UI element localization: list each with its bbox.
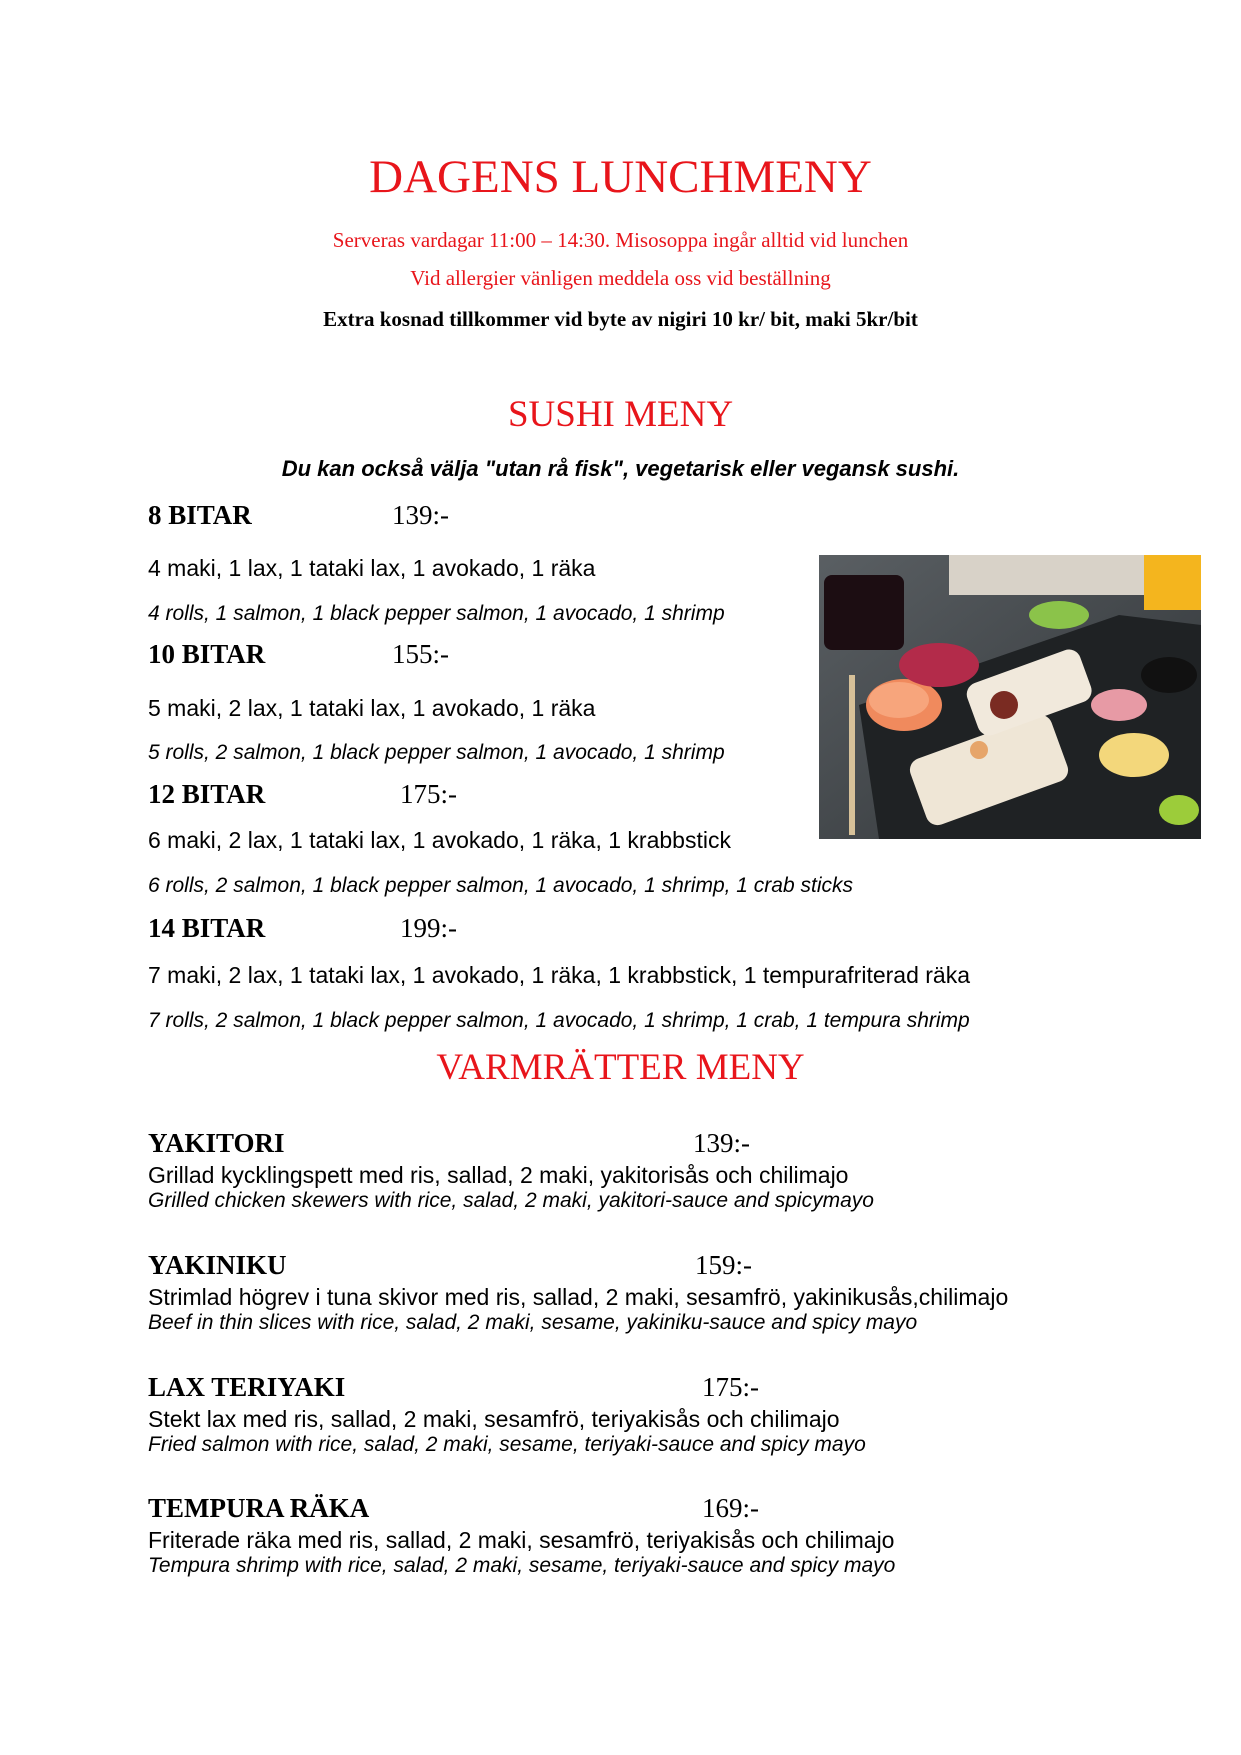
sushi-item-desc-en: 5 rolls, 2 salmon, 1 black pepper salmon, 1 avocado, 1 shrimp [148, 741, 725, 764]
sushi-item-desc-en: 6 rolls, 2 salmon, 1 black pepper salmon, 1 avocado, 1 shrimp, 1 crab sticks [148, 874, 853, 897]
warm-item-desc-en: Beef in thin slices with rice, salad, 2 maki, sesame, yakiniku-sauce and spicy mayo [148, 1311, 918, 1334]
warm-item-price: 169:- [702, 1493, 759, 1523]
warm-item-desc-sv: Stekt lax med ris, sallad, 2 maki, sesamfrö, teriyakisås och chilimajo [148, 1406, 840, 1432]
warm-item-desc-sv: Strimlad högrev i tuna skivor med ris, sallad, 2 maki, sesamfrö, yakinikusås,chilimajo [148, 1284, 1009, 1310]
warm-item-price: 175:- [702, 1372, 759, 1402]
sushi-item-name: 14 BITAR [148, 913, 266, 943]
sushi-photo-illustration [819, 555, 1201, 839]
warm-item-desc-en: Grilled chicken skewers with rice, salad, 2 maki, yakitori-sauce and spicymayo [148, 1189, 874, 1212]
sushi-item-price: 199:- [400, 913, 457, 943]
sushi-item-price: 175:- [400, 779, 457, 809]
allergy-note: Vid allergier vänligen meddela oss vid beställning [410, 266, 831, 290]
sushi-item-desc-sv: 5 maki, 2 lax, 1 tataki lax, 1 avokado, 1 räka [148, 695, 596, 721]
sushi-item-name: 10 BITAR [148, 639, 266, 669]
sushi-section-title: SUSHI MENY [507, 394, 734, 435]
sushi-item-desc-sv: 4 maki, 1 lax, 1 tataki lax, 1 avokado, 1 räka [148, 555, 596, 581]
warm-item-name: YAKITORI [148, 1128, 285, 1158]
warm-item-price: 139:- [693, 1128, 750, 1158]
sushi-item-price: 155:- [392, 639, 449, 669]
warm-item-desc-sv: Friterade räka med ris, sallad, 2 maki, sesamfrö, teriyakisås och chilimajo [148, 1527, 895, 1553]
warm-item-name: TEMPURA RÄKA [148, 1493, 370, 1523]
warm-section-title: VARMRÄTTER MENY [436, 1047, 805, 1088]
sushi-item-desc-sv: 7 maki, 2 lax, 1 tataki lax, 1 avokado, 1 räka, 1 krabbstick, 1 tempurafriterad räka [148, 962, 971, 988]
sushi-item-name: 12 BITAR [148, 779, 266, 809]
warm-item-desc-en: Tempura shrimp with rice, salad, 2 maki, sesame, teriyaki-sauce and spicy mayo [148, 1554, 896, 1577]
serving-hours: Serveras vardagar 11:00 – 14:30. Misosoppa ingår alltid vid lunchen [332, 228, 909, 252]
sushi-item-price: 139:- [392, 500, 449, 530]
sushi-item-desc-sv: 6 maki, 2 lax, 1 tataki lax, 1 avokado, 1 räka, 1 krabbstick [148, 827, 731, 853]
warm-item-name: YAKINIKU [148, 1250, 287, 1280]
warm-item-desc-en: Fried salmon with rice, salad, 2 maki, sesame, teriyaki-sauce and spicy mayo [148, 1433, 866, 1456]
warm-item-name: LAX TERIYAKI [148, 1372, 346, 1402]
warm-item-price: 159:- [695, 1250, 752, 1280]
sushi-item-name: 8 BITAR [148, 500, 252, 530]
page-title: DAGENS LUNCHMENY [369, 151, 872, 203]
sushi-item-desc-en: 4 rolls, 1 salmon, 1 black pepper salmon, 1 avocado, 1 shrimp [148, 602, 725, 625]
sushi-item-desc-en: 7 rolls, 2 salmon, 1 black pepper salmon, 1 avocado, 1 shrimp, 1 crab, 1 tempura shrimp [148, 1009, 970, 1032]
sushi-options-note: Du kan också välja "utan rå fisk", vegetarisk eller vegansk sushi. [281, 456, 960, 481]
sushi-photo [819, 555, 1201, 839]
extra-cost-note: Extra kosnad tillkommer vid byte av nigiri 10 kr/ bit, maki 5kr/bit [323, 307, 918, 331]
warm-item-desc-sv: Grillad kycklingspett med ris, sallad, 2 maki, yakitorisås och chilimajo [148, 1162, 849, 1188]
